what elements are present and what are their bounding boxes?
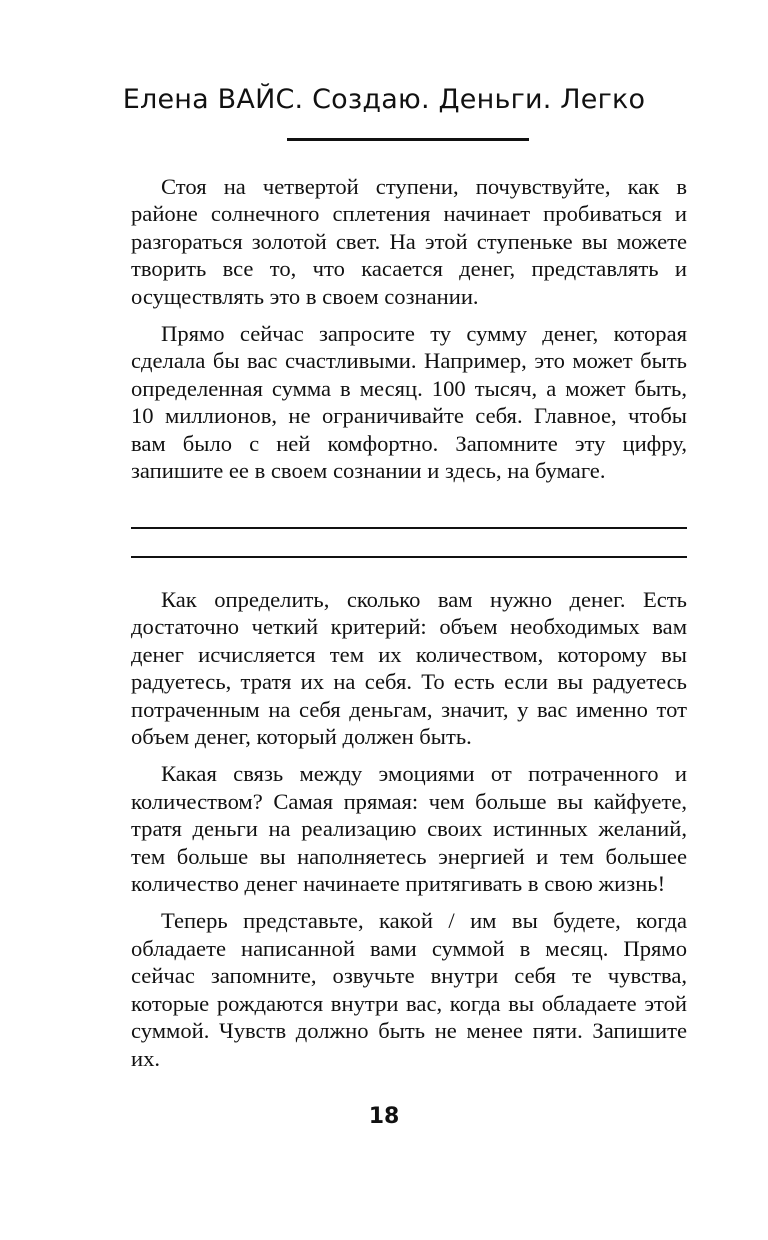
running-header: Елена ВАЙС. Создаю. Деньги. Легко [122,84,646,115]
paragraph: Какая связь между эмоциями от потраченного и количеством? Самая прямая: чем больше вы кайфуете, тратя деньги на реализацию своих истинных желаний, тем больше вы наполняетесь энергией и тем большее количество денег начинаете притягивать в свою жизнь! [131,761,687,897]
paragraph: Стоя на четвертой ступени, почувствуйте, как в районе солнечного сплетения начинает пробиваться и разгораться золотой свет. На этой ступеньке вы можете творить все то, что касается денег, представлять и осуществлять это в своем сознании. [131,174,687,309]
text-section-1 [131,173,687,494]
writing-line [131,527,687,529]
paragraph: Как определить, сколько вам нужно денег. Есть достаточно четкий критерий: объем необходимых вам денег исчисляется тем их количеством, которому вы радуетесь, тратя их на себя. То есть если вы радуетесь потраченным на себя деньгам, значит, у вас именно тот объем денег, который должен быть. [131,587,687,750]
page-number: 18 [368,1104,400,1129]
header-rule [287,138,529,141]
paragraph: Теперь представьте, какой / им вы будете, когда обладаете написанной вами суммой в месяц. Прямо сейчас запомните, озвучьте внутри себя те чувства, которые рождаются внутри вас, когда вы обладаете этой суммой. Чувств должно быть не менее пяти. Запишите их. [131,908,687,1071]
text-section-2 [131,586,687,1082]
writing-line [131,556,687,558]
paragraph: Прямо сейчас запросите ту сумму денег, которая сделала бы вас счастливыми. Например, это может быть определенная сумма в месяц. 100 тысяч, а может быть, 10 миллионов, не ограничивайте себя. Главное, чтобы вам было с ней комфортно. Запомните эту цифру, запишите ее в своем сознании и здесь, на бумаге. [131,321,687,484]
